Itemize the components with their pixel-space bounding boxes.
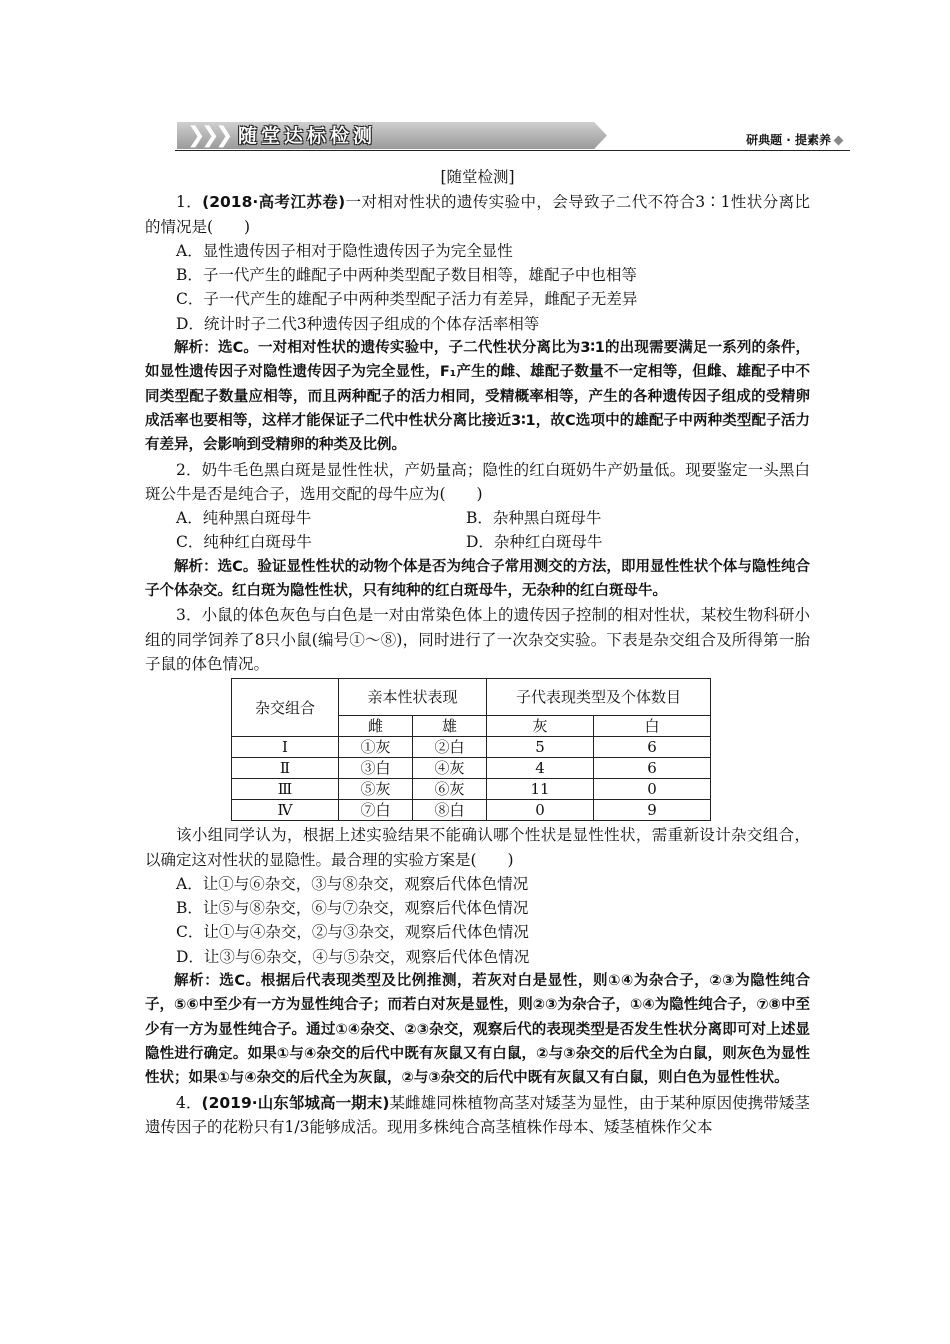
- banner-right-label: 研典题 · 提素养: [746, 131, 842, 148]
- question-2-option-d: D．杂种红白斑母牛: [466, 533, 603, 552]
- table-cell: 9: [594, 800, 711, 821]
- question-3-analysis: 解析：选C。根据后代表现类型及比例推测，若灰对白是显性，则①④为杂合子，②③为隐性纯合子，⑤⑥中至少有一方为显性纯合子；而若白对灰是显性，则②③为杂合子，①④为隐性纯合子，⑦⑧中至少有一方为显性纯合子。通过①④杂交、②③杂交，观察后代的表现类型是否发生性状分离即可对上述显隐性进行确定。如果①与④杂交的后代中既有灰鼠又有白鼠，②与③杂交的后代全为白鼠，则灰色为显性性状；如果①与④杂交的后代全为灰鼠，②与③杂交的后代中既有灰鼠又有白鼠，则白色为显性性状。: [145, 973, 810, 1087]
- section-banner: [175, 118, 850, 154]
- table-row: [232, 737, 711, 758]
- table-cell: ③白: [339, 758, 413, 779]
- table-cell: 0: [594, 779, 711, 800]
- table-cell: Ⅳ: [232, 800, 339, 821]
- question-1-option-d: D．统计时子二代3种遗传因子组成的个体存活率相等: [176, 314, 540, 333]
- table-cell: ①灰: [339, 737, 413, 758]
- section-title: [随堂检测]: [440, 168, 515, 186]
- question-4-stem: 4．(2019·山东邹城高一期末)某雌雄同株植物高茎对矮茎为显性，由于某种原因使携带矮茎遗传因子的花粉只有1/3能够成活。现用多株纯合高茎植株作母本、矮茎植株作父本: [145, 1093, 810, 1136]
- document-body: [145, 165, 810, 1139]
- question-2-options-row-1: [145, 506, 810, 530]
- table-subheader-female: 雌: [339, 716, 413, 737]
- table-row: [232, 800, 711, 821]
- table-cell: Ⅲ: [232, 779, 339, 800]
- chevron-right-icon: ❯: [201, 123, 220, 148]
- question-3-option-b: B．让⑤与⑧杂交，⑥与⑦杂交，观察后代体色情况: [176, 899, 529, 918]
- table-cell: ⑧白: [413, 800, 487, 821]
- question-1-source: (2018·高考江苏卷): [202, 193, 346, 212]
- table-cell: 11: [487, 779, 594, 800]
- question-1-option-a: A．显性遗传因子相对于隐性遗传因子为完全显性: [176, 241, 513, 260]
- question-2-analysis: 解析：选C。验证显性性状的动物个体是否为纯合子常用测交的方法，即用显性性状个体与隐性纯合子个体杂交。红白斑为隐性性状，只有纯种的红白斑母牛，无杂种的红白斑母牛。: [145, 558, 810, 600]
- question-3-stem: 3．小鼠的体色灰色与白色是一对由常染色体上的遗传因子控制的相对性状，某校生物科研小组的同学饲养了8只小鼠(编号①～⑧)，同时进行了一次杂交实验。下表是杂交组合及所得第一胎子鼠的体色情况。: [145, 606, 810, 673]
- table-row: [232, 779, 711, 800]
- question-2-option-c: C．纯种红白斑母牛: [176, 533, 312, 552]
- table-cell: 0: [487, 800, 594, 821]
- question-3-option-c: C．让①与④杂交，②与③杂交，观察后代体色情况: [176, 923, 529, 942]
- question-4-source: (2019·山东邹城高一期末): [201, 1093, 390, 1112]
- cross-results-table: [231, 678, 711, 821]
- question-2-stem: 2．奶牛毛色黑白斑是显性性状，产奶量高；隐性的红白斑奶牛产奶量低。现要鉴定一头黑白斑公牛是否是纯合子，选用交配的母牛应为( ): [145, 460, 810, 503]
- table-cell: Ⅰ: [232, 737, 339, 758]
- question-3-option-d: D．让③与⑥杂交，④与⑤杂交，观察后代体色情况: [176, 947, 530, 966]
- table-header-group: 杂交组合: [232, 679, 339, 737]
- question-2-option-b: B．杂种黑白斑母牛: [466, 509, 602, 528]
- table-cell: 6: [594, 758, 711, 779]
- table-cell: 5: [487, 737, 594, 758]
- table-subheader-white: 白: [594, 716, 711, 737]
- table-cell: ⑦白: [339, 800, 413, 821]
- table-cell: ⑤灰: [339, 779, 413, 800]
- banner-rule: [175, 150, 850, 151]
- table-header-offspring: 子代表现类型及个体数目: [487, 679, 711, 716]
- question-1-stem: 1．(2018·高考江苏卷)一对相对性状的遗传实验中，会导致子二代不符合3∶1性状分离比的情况是( ): [145, 193, 810, 236]
- table-cell: 6: [594, 737, 711, 758]
- question-3-option-a: A．让①与⑥杂交，③与⑧杂交，观察后代体色情况: [176, 874, 529, 893]
- table-subheader-gray: 灰: [487, 716, 594, 737]
- question-2-option-a: A．纯种黑白斑母牛: [176, 509, 312, 528]
- table-cell: Ⅱ: [232, 758, 339, 779]
- question-3-stem-2: 该小组同学认为，根据上述实验结果不能确认哪个性状是显性性状，需重新设计杂交组合，以确定这对性状的显隐性。最合理的实验方案是( ): [145, 826, 810, 869]
- table-header-parent: 亲本性状表现: [339, 679, 487, 716]
- table-cell: ④灰: [413, 758, 487, 779]
- table-cell: ⑥灰: [413, 779, 487, 800]
- table-subheader-male: 雄: [413, 716, 487, 737]
- table-row: [232, 758, 711, 779]
- diamond-icon: [834, 136, 844, 146]
- banner-title: 随堂达标检测: [238, 125, 377, 147]
- question-2-options-row-2: [145, 530, 810, 554]
- table-cell: ②白: [413, 737, 487, 758]
- question-1-analysis: 解析：选C。一对相对性状的遗传实验中，子二代性状分离比为3∶1的出现需要满足一系列的条件，如显性遗传因子对隐性遗传因子为完全显性，F₁产生的雌、雄配子数量不一定相等，但雌、雄配子中不同类型配子数量应相等，而且两种配子的活力相同，受精概率相等，产生的各种遗传因子组成的受精卵成活率也要相等，这样才能保证子二代中性状分离比接近3∶1，故C选项中的雄配子中两种类型配子活力有差异，会影响到受精卵的种类及比例。: [145, 340, 810, 454]
- question-1-option-c: C．子一代产生的雄配子中两种类型配子活力有差异，雌配子无差异: [176, 290, 638, 309]
- table-cell: 4: [487, 758, 594, 779]
- question-1-option-b: B．子一代产生的雌配子中两种类型配子数目相等，雄配子中也相等: [176, 266, 637, 285]
- chevron-right-icon: ❯: [215, 123, 234, 148]
- chevron-right-icon: ❯: [187, 123, 206, 148]
